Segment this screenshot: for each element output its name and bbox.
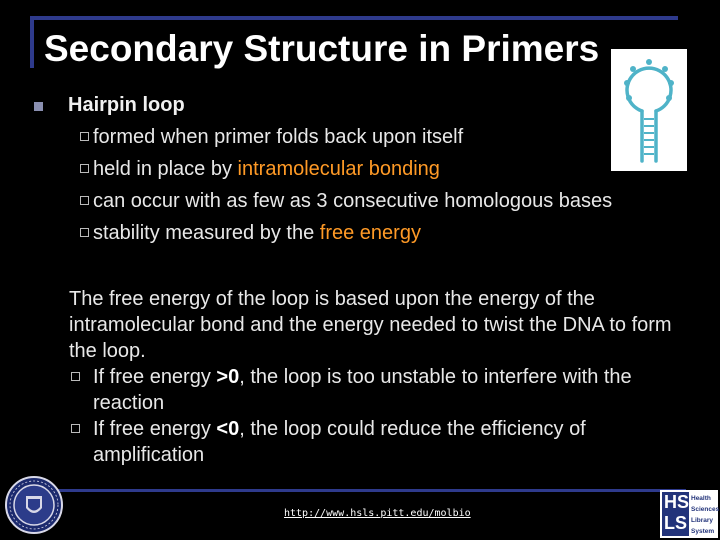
- footer-divider: [40, 489, 686, 492]
- hollow-square-bullet-icon: [80, 164, 89, 173]
- bullet-label: Hairpin loop: [68, 94, 185, 116]
- hollow-square-bullet-icon: [71, 372, 80, 381]
- title-frame-top: [30, 16, 678, 20]
- hsls-word: Health: [691, 495, 711, 502]
- condition-item: [69, 364, 689, 416]
- condition-value: >0: [216, 366, 240, 388]
- highlight-text: intramolecular bonding: [237, 158, 440, 180]
- hollow-square-bullet-icon: [80, 196, 89, 205]
- sub-bullet: [30, 188, 700, 220]
- sub-bullet-text: held in place by: [93, 158, 238, 180]
- sub-bullet-text: formed when primer folds back upon itself: [93, 126, 464, 148]
- sub-bullet-text: can occur with as few as 3 consecutive homologous bases: [93, 190, 613, 212]
- hollow-square-bullet-icon: [80, 132, 89, 141]
- hsls-logo: [660, 490, 718, 538]
- condition-value: <0: [216, 418, 240, 440]
- sub-bullet-text: stability measured by the: [93, 222, 320, 244]
- square-bullet-icon: [34, 102, 43, 111]
- bullet-hairpin-loop: [30, 94, 700, 124]
- sub-bullet: [30, 156, 700, 188]
- condition-text: If free energy: [93, 366, 217, 388]
- highlight-text: free energy: [319, 222, 421, 244]
- hollow-square-bullet-icon: [71, 424, 80, 433]
- source-url-link[interactable]: http://www.hsls.pitt.edu/molbio: [284, 508, 471, 519]
- explanation-paragraph: The free energy of the loop is based upon the energy of the intramolecular bond and the energy needed to twist the DNA to form the loop.: [69, 288, 672, 362]
- bullet-list: [30, 94, 700, 252]
- hsls-word: System: [691, 528, 715, 535]
- hsls-logo-ls: LS: [664, 513, 688, 533]
- title-frame-left: [30, 16, 34, 68]
- sub-bullet: [30, 220, 700, 252]
- condition-text: , the loop is too unstable to interfere with the reaction: [93, 366, 632, 414]
- explanation-block: [69, 286, 689, 468]
- hsls-logo-hs: HS: [664, 492, 690, 512]
- hollow-square-bullet-icon: [80, 228, 89, 237]
- condition-text: , the loop could reduce the efficiency of amplification: [93, 418, 586, 466]
- condition-text: If free energy: [93, 418, 217, 440]
- university-seal-icon: [4, 474, 64, 536]
- hsls-word: Library: [691, 517, 714, 524]
- sub-bullet: [30, 124, 700, 156]
- condition-item: [69, 416, 689, 468]
- slide-title: Secondary Structure in Primers: [44, 28, 600, 69]
- hsls-word: Sciences: [691, 506, 720, 513]
- hsls-logo-words: [691, 493, 719, 537]
